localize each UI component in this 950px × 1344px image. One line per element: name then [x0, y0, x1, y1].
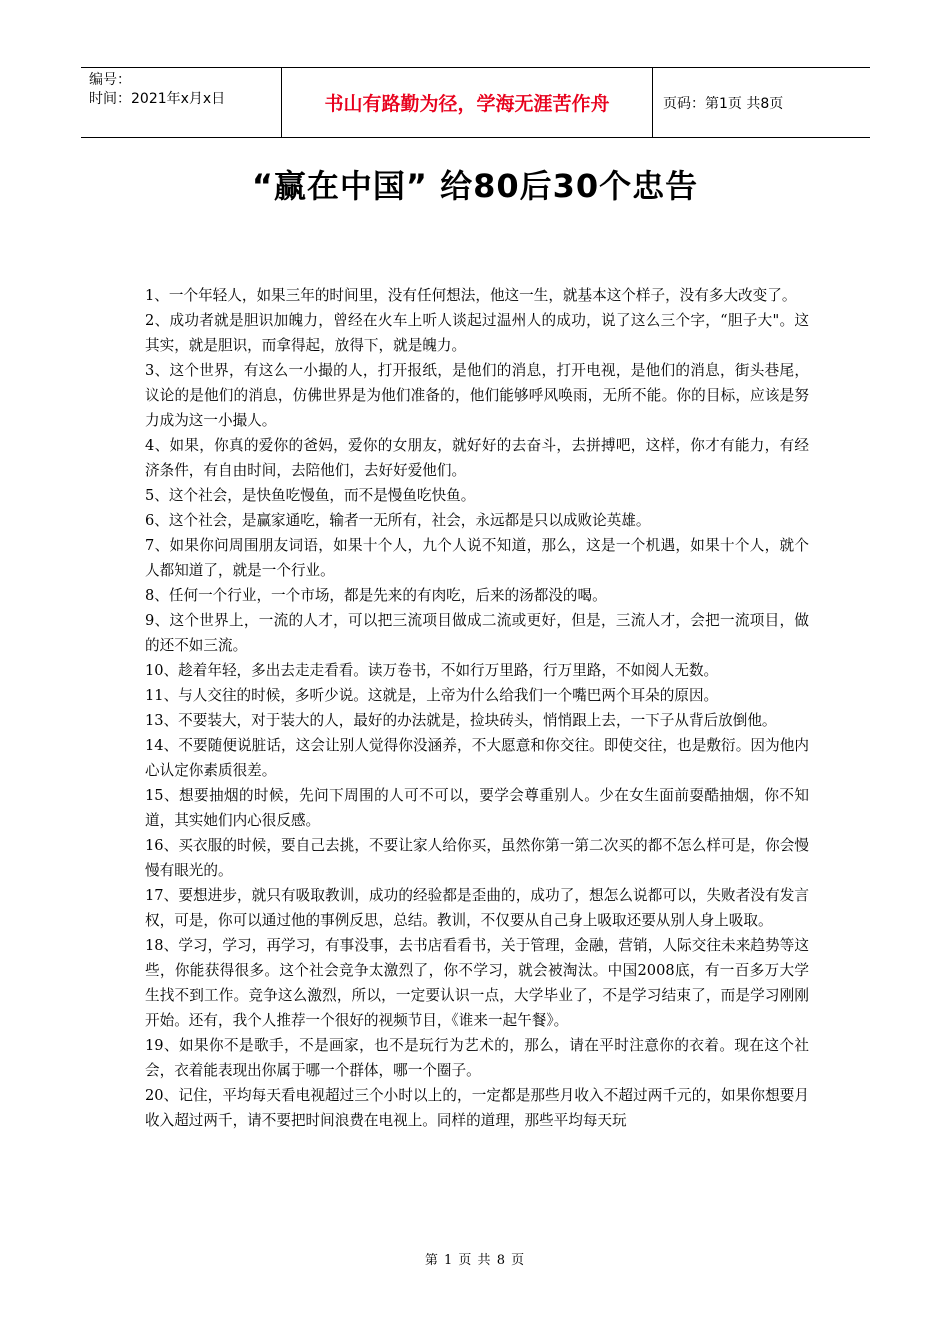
advice-paragraph: 1、一个年轻人，如果三年的时间里，没有任何想法，他这一生，就基本这个样子，没有多大改变了。 — [145, 287, 797, 304]
header-motto: 书山有路勤为径，学海无涯苦作舟 — [282, 68, 653, 137]
advice-paragraph: 5、这个社会，是快鱼吃慢鱼，而不是慢鱼吃快鱼。 — [145, 487, 476, 504]
advice-paragraph: 19、如果你不是歌手，不是画家，也不是玩行为艺术的，那么，请在平时注意你的衣着。现在这个社会，衣着能表现出你属于哪一个群体，哪一个圈子。 — [145, 1037, 809, 1079]
advice-paragraph: 20、记住，平均每天看电视超过三个小时以上的，一定都是那些月收入不超过两千元的，如果你想要月收入超过两千，请不要把时间浪费在电视上。同样的道理，那些平均每天玩 — [145, 1087, 809, 1129]
advice-paragraph: 10、趁着年轻，多出去走走看看。读万卷书，不如行万里路，行万里路，不如阅人无数。 — [145, 662, 719, 679]
advice-paragraph: 14、不要随便说脏话，这会让别人觉得你没涵养，不大愿意和你交往。即使交往，也是敷衍。因为他内心认定你素质很差。 — [145, 737, 809, 779]
advice-paragraph: 17、要想进步，就只有吸取教训，成功的经验都是歪曲的，成功了，想怎么说都可以，失败者没有发言权，可是，你可以通过他的事例反思，总结。教训，不仅要从自己身上吸取还要从别人身上吸取。 — [145, 887, 809, 929]
header-time-label: 时间：2021年x月x日 — [89, 91, 226, 107]
advice-paragraph: 9、这个世界上，一流的人才，可以把三流项目做成二流或更好，但是，三流人才，会把一流项目，做的还不如三流。 — [145, 612, 809, 654]
advice-paragraph: 3、这个世界，有这么一小撮的人，打开报纸，是他们的消息，打开电视，是他们的消息，街头巷尾，议论的是他们的消息，仿佛世界是为他们准备的，他们能够呼风唤雨，无所不能。你的目标，应该是努力成为这一小撮人。 — [145, 362, 809, 429]
page-footer: 第 1 页 共 8 页 — [424, 1253, 526, 1268]
advice-paragraph: 18、学习，学习，再学习，有事没事，去书店看看书，关于管理，金融，营销，人际交往未来趋势等这些，你能获得很多。这个社会竞争太激烈了，你不学习，就会被淘汰。中国2008底，有一百多万大学生找不到工作。竞争这么激烈，所以，一定要认识一点，大学毕业了，不是学习结束了，而是学习刚刚开始。还有，我个人推荐一个很好的视频节目，《谁来一起午餐》。 — [145, 937, 809, 1029]
header-number-label: 编号： — [89, 72, 131, 88]
advice-paragraph: 6、这个社会，是赢家通吃，输者一无所有，社会，永远都是只以成败论英雄。 — [145, 512, 651, 529]
document-header — [81, 67, 870, 138]
advice-paragraph: 7、如果你问周围朋友词语，如果十个人，九个人说不知道，那么，这是一个机遇，如果十个人，就个人都知道了，就是一个行业。 — [145, 537, 809, 579]
advice-paragraph: 11、与人交往的时候，多听少说。这就是，上帝为什么给我们一个嘴巴两个耳朵的原因。 — [145, 687, 719, 704]
document-body — [145, 283, 809, 1133]
page-title: “赢在中国” 给80后30个忠告 — [251, 167, 699, 205]
advice-paragraph: 8、任何一个行业，一个市场，都是先来的有肉吃，后来的汤都没的喝。 — [145, 587, 607, 604]
advice-paragraph: 16、买衣服的时候，要自己去挑，不要让家人给你买，虽然你第一第二次买的都不怎么样可是，你会慢慢有眼光的。 — [145, 837, 809, 879]
advice-paragraph: 2、成功者就是胆识加魄力，曾经在火车上听人谈起过温州人的成功，说了这么三个字，“胆子大"。这其实，就是胆识，而拿得起，放得下，就是魄力。 — [145, 312, 809, 354]
header-page-info: 页码：第1页 共8页 — [663, 95, 784, 112]
header-meta — [81, 68, 282, 137]
advice-paragraph: 4、如果，你真的爱你的爸妈，爱你的女朋友，就好好的去奋斗，去拼搏吧，这样，你才有能力，有经济条件，有自由时间，去陪他们，去好好爱他们。 — [145, 437, 809, 479]
advice-paragraph: 15、想要抽烟的时候，先问下周围的人可不可以，要学会尊重别人。少在女生面前耍酷抽烟，你不知道，其实她们内心很反感。 — [145, 787, 809, 829]
advice-paragraph: 13、不要装大，对于装大的人，最好的办法就是，捡块砖头，悄悄跟上去，一下子从背后放倒他。 — [145, 712, 777, 729]
